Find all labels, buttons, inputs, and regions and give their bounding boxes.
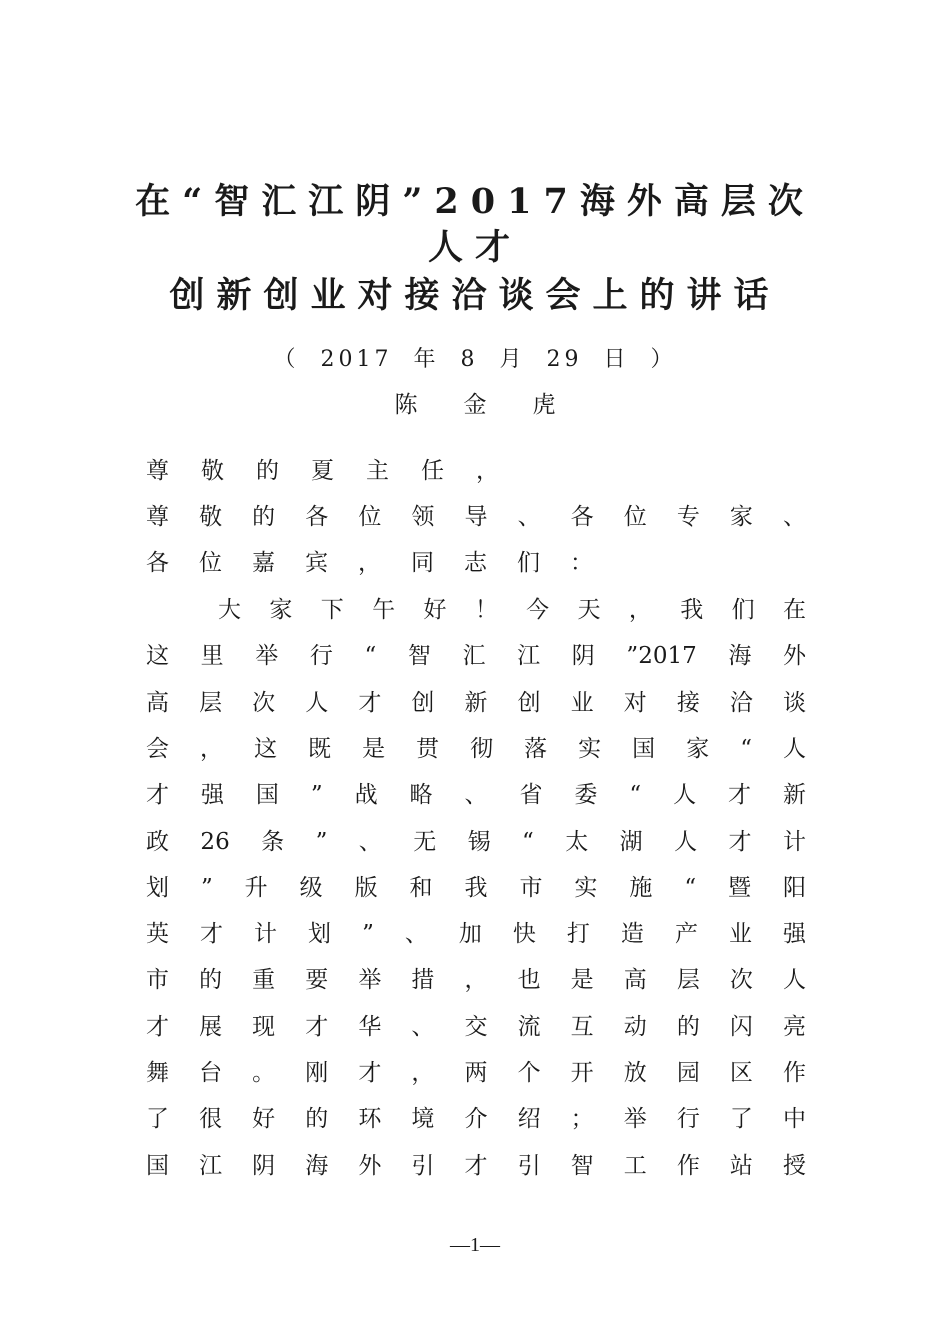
body-text-line: 高层次人才创新创业对接洽谈: [146, 690, 806, 716]
page-number: —1—: [450, 1234, 500, 1256]
title-line-3: 创新创业对接洽谈会上的讲话: [169, 275, 781, 316]
body-text-line: 划”升级版和我市实施“暨阳: [146, 875, 806, 901]
salutation-line: 尊敬的夏主任，: [146, 458, 531, 484]
body-text-line: 会，这既是贯彻落实国家“人: [146, 736, 806, 762]
salutation-line: 尊敬的各位领导、各位专家、: [146, 504, 806, 530]
body-text-line: 市的重要举措，也是高层次人: [146, 967, 806, 993]
body-text-line: 才强国”战略、省委“人才新: [146, 782, 806, 808]
title-line-1: 在“智汇江阴”2017海外高层次: [135, 181, 815, 222]
title-line-2: 人才: [427, 227, 522, 268]
salutation-line: 各位嘉宾，同志们：: [146, 550, 623, 576]
body-text-line: 政26条”、无锡“太湖人才计: [146, 829, 806, 855]
body-text-line: 英才计划”、加快打造产业强: [146, 921, 806, 947]
body-text-line: 了很好的环境介绍；举行了中: [146, 1106, 806, 1132]
body-text-line: 才展现才华、交流互动的闪亮: [146, 1014, 806, 1040]
speech-date: （ 2017 年 8 月 29 日 ）: [273, 347, 677, 372]
body-text-line: 这里举行“智汇江阴”2017海外: [146, 643, 806, 669]
speech-author: 陈金虎: [394, 392, 602, 418]
body-text-line: 大家下午好！今天，我们在: [218, 597, 806, 623]
body-text-line: 舞台。刚才，两个开放园区作: [146, 1060, 806, 1086]
body-text-line: 国江阴海外引才引智工作站授: [146, 1153, 806, 1179]
